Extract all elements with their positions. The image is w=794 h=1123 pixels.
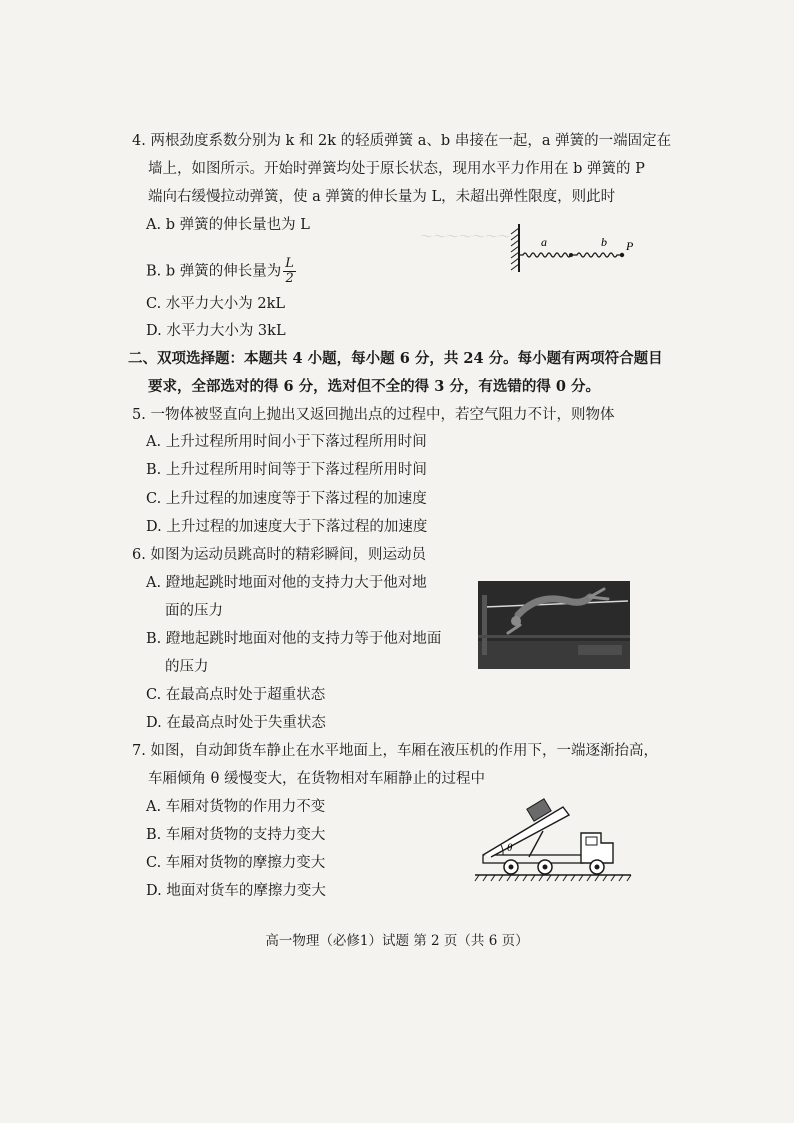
label-a: a xyxy=(541,235,547,249)
spring-b xyxy=(571,253,621,257)
high-jump-photo xyxy=(478,581,630,669)
spring-a xyxy=(519,253,571,257)
q4-fraction xyxy=(283,257,296,286)
q6-option-c: C. 在最高点时处于超重状态 xyxy=(146,687,326,703)
q6-option-a-line2: 面的压力 xyxy=(165,603,223,619)
q5-option-d: D. 上升过程的加速度大于下落过程的加速度 xyxy=(146,519,428,535)
truck-bed xyxy=(483,807,569,857)
section2-heading-line1: 二、双项选择题：本题共 4 小题，每小题 6 分，共 24 分。每小题有两项符合题目 xyxy=(128,350,663,367)
q4-option-d: D. 水平力大小为 3kL xyxy=(146,323,286,339)
q6-stem: 6. 如图为运动员跳高时的精彩瞬间，则运动员 xyxy=(132,547,426,563)
q4-stem-line3: 端向右缓慢拉动弹簧，使 a 弹簧的伸长量为 L，未超出弹性限度，则此时 xyxy=(148,189,616,205)
q7-stem-line1: 7. 如图，自动卸货车静止在水平地面上，车厢在液压机的作用下，一端逐渐抬高， xyxy=(132,743,658,759)
point-p xyxy=(620,253,624,257)
q6-option-b-line2: 的压力 xyxy=(165,659,209,675)
q4-option-c: C. 水平力大小为 2kL xyxy=(146,296,286,312)
q5-stem: 5. 一物体被竖直向上抛出又返回抛出点的过程中，若空气阻力不计，则物体 xyxy=(132,407,615,423)
q4-stem-line2: 墙上，如图所示。开始时弹簧均处于原长状态，现用水平力作用在 b 弹簧的 P xyxy=(148,161,645,177)
q5-option-a: A. 上升过程所用时间小于下落过程所用时间 xyxy=(146,434,427,450)
bleed-through-text: ～～～～～～～ xyxy=(420,230,512,245)
q7-option-b: B. 车厢对货物的支持力变大 xyxy=(146,827,326,843)
q5-option-c: C. 上升过程的加速度等于下落过程的加速度 xyxy=(146,491,427,507)
q6-option-d: D. 在最高点时处于失重状态 xyxy=(146,715,326,731)
dump-truck-figure xyxy=(473,795,633,887)
q5-option-b: B. 上升过程所用时间等于下落过程所用时间 xyxy=(146,462,427,478)
q6-option-b-line1: B. 蹬地起跳时地面对他的支持力等于他对地面 xyxy=(146,631,442,647)
label-p: P xyxy=(626,239,634,253)
q7-option-a: A. 车厢对货物的作用力不变 xyxy=(146,799,326,815)
q4-stem-line1: 4. 两根劲度系数分别为 k 和 2k 的轻质弹簧 a、b 串接在一起，a 弹簧的一端固定在 xyxy=(132,133,672,149)
theta-label: θ xyxy=(507,842,513,854)
q4-option-b xyxy=(146,257,296,286)
q6-option-a-line1: A. 蹬地起跳时地面对他的支持力大于他对地 xyxy=(146,575,427,591)
q7-option-d: D. 地面对货车的摩擦力变大 xyxy=(146,883,326,899)
spring-figure xyxy=(505,222,640,274)
q7-stem-line2: 车厢倾角 θ 缓慢变大，在货物相对车厢静止的过程中 xyxy=(148,771,485,787)
page-footer: 高一物理（必修1）试题 第 2 页（共 6 页） xyxy=(265,933,529,949)
label-b: b xyxy=(601,235,607,249)
section2-heading-line2: 要求，全部选对的得 6 分，选对但不全的得 3 分，有选错的得 0 分。 xyxy=(148,378,601,395)
q4-option-a: A. b 弹簧的伸长量也为 L xyxy=(146,217,310,233)
q4-frac-numerator: L xyxy=(285,256,294,271)
q4-frac-denominator: 2 xyxy=(285,271,294,286)
q4-option-b-text: B. b 弹簧的伸长量为 xyxy=(146,263,282,280)
q7-option-c: C. 车厢对货物的摩擦力变大 xyxy=(146,855,326,871)
